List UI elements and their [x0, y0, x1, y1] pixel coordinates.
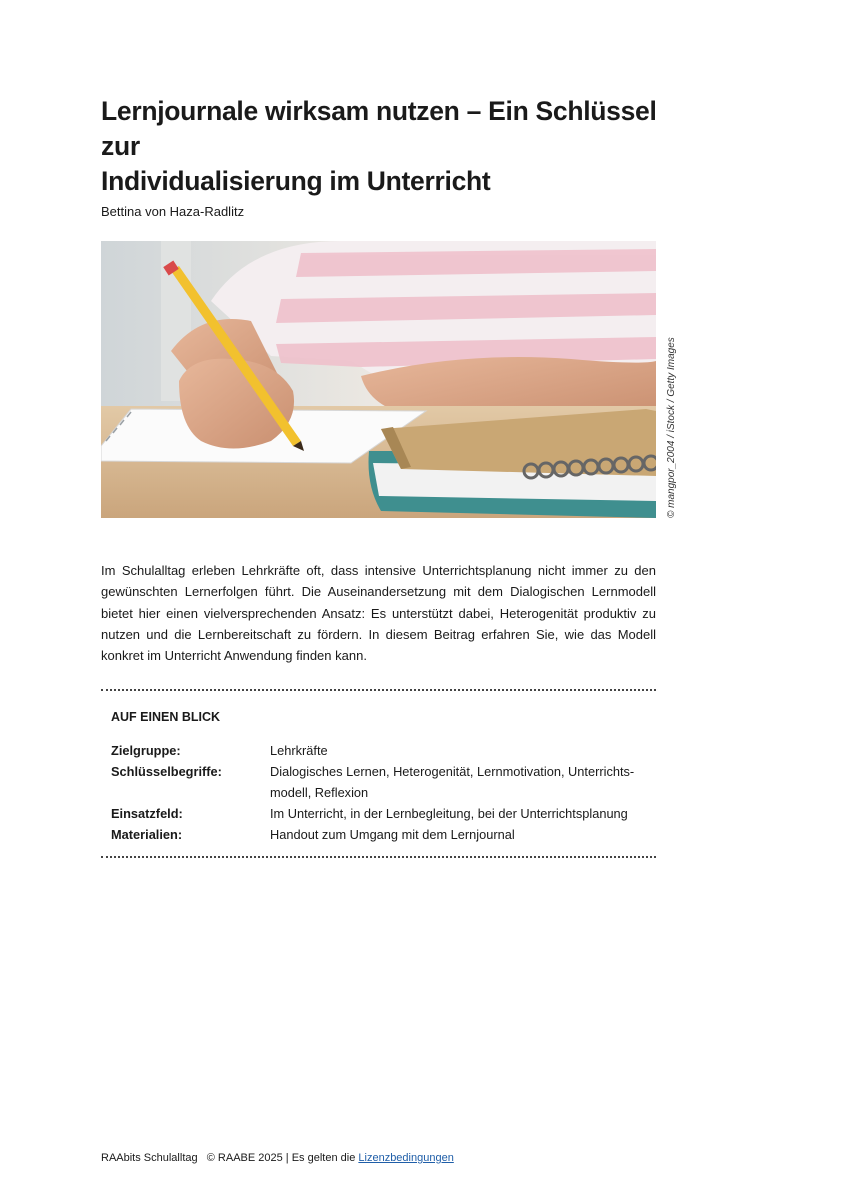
cover-photo — [101, 241, 656, 518]
overview-key: Materialien: — [111, 827, 183, 842]
overview-key: Zielgruppe: — [111, 743, 181, 758]
document-title — [101, 94, 701, 199]
page-footer — [101, 1152, 454, 1164]
intro-paragraph: Im Schulalltag erleben Lehrkräfte oft, dass intensive Unterrichtsplanung nicht immer zu den gewünschten Lernerfolgen führt. Die Auseinandersetzung mit dem Dialogischen Lernmodell bietet hier einen vielversprechenden Ansatz: Es unterstützt dabei, Heterogenität produktiv zu nutzen und die Lernbereitschaft zu fördern. In diesem Beitrag erfahren Sie, wie das Modell konkret im Unterricht Anwendung finden kann. — [101, 563, 656, 664]
overview-heading: AUF EINEN BLICK — [111, 710, 221, 724]
overview-box — [101, 689, 656, 858]
overview-value: Im Unterricht, in der Lernbegleitung, bei der Unterrichtsplanung — [270, 806, 628, 821]
title-line-2: Individualisierung im Unterricht — [101, 166, 491, 196]
license-link[interactable]: Lizenzbedingungen — [358, 1152, 454, 1164]
title-line-1: Lernjournale wirksam nutzen – Ein Schlüssel zur — [101, 96, 657, 161]
image-credit: © mangpor_2004 / iStock / Getty Images — [666, 337, 677, 518]
overview-key: Schlüsselbegriffe: — [111, 764, 222, 779]
overview-value: Lehrkräfte — [270, 743, 328, 758]
footer-text: RAAbits Schulalltag © RAABE 2025 | Es gelten die — [101, 1152, 356, 1164]
overview-key: Einsatzfeld: — [111, 806, 183, 821]
overview-value: Dialogisches Lernen, Heterogenität, Lernmotivation, Unterrichts-modell, Reflexion — [270, 764, 635, 800]
author: Bettina von Haza-Radlitz — [101, 204, 245, 219]
overview-value: Handout zum Umgang mit dem Lernjournal — [270, 827, 515, 842]
